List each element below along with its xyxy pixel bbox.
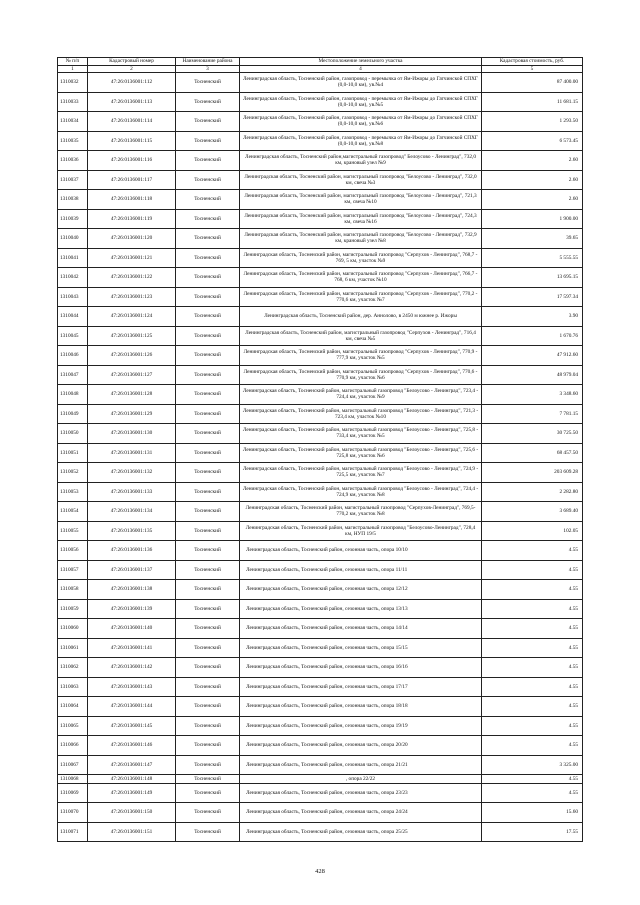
row-number: 1310044 (58, 307, 88, 327)
cadastral-number: 47:26:0136001:121 (88, 248, 176, 268)
page-number: 428 (315, 868, 325, 875)
table-row (58, 248, 583, 268)
cadastral-number: 47:26:0136001:135 (88, 521, 176, 541)
cadastral-number: 47:26:0136001:118 (88, 190, 176, 210)
district-name: Тосненский (176, 638, 240, 658)
district-name: Тосненский (176, 541, 240, 561)
cadastral-value: 4.55 (482, 599, 583, 619)
district-name: Тосненский (176, 697, 240, 717)
district-name: Тосненский (176, 521, 240, 541)
cadastral-value: 1 900.00 (482, 209, 583, 229)
location: Ленинградская область, Тосненский район, сезонная часть, опора 16/16 (240, 658, 482, 678)
table-row (58, 658, 583, 678)
cadastral-number: 47:26:0136001:134 (88, 502, 176, 522)
cadastral-number: 47:26:0136001:130 (88, 424, 176, 444)
cadastral-value: 4.55 (482, 677, 583, 697)
row-number: 1310058 (58, 580, 88, 600)
table-row (58, 560, 583, 580)
row-number: 1310036 (58, 151, 88, 171)
row-number: 1310055 (58, 521, 88, 541)
table-row (58, 775, 583, 784)
table-row (58, 716, 583, 736)
row-number: 1310060 (58, 619, 88, 639)
cadastral-number: 47:26:0136001:146 (88, 736, 176, 756)
row-number: 1310064 (58, 697, 88, 717)
cadastral-value: 4.55 (482, 638, 583, 658)
district-name: Тосненский (176, 482, 240, 502)
header-number: № п/п (58, 58, 88, 66)
row-number: 1310061 (58, 638, 88, 658)
cadastral-number: 47:26:0136001:144 (88, 697, 176, 717)
row-number: 1310049 (58, 404, 88, 424)
row-number: 1310045 (58, 326, 88, 346)
district-name: Тосненский (176, 248, 240, 268)
row-number: 1310071 (58, 822, 88, 842)
cadastral-number: 47:26:0136001:149 (88, 783, 176, 803)
table-row (58, 502, 583, 522)
cadastral-value: 3 325.00 (482, 755, 583, 775)
table-row (58, 365, 583, 385)
location: Ленинградская область, Тосненский район, сезонная часть, опора 21/21 (240, 755, 482, 775)
cadastral-table (57, 57, 583, 842)
cadastral-number: 47:26:0136001:137 (88, 560, 176, 580)
header-value: Кадастровая стоимость, руб. (482, 58, 583, 66)
location: Ленинградская область, Тосненский район, сезонная часть, опора 20/20 (240, 736, 482, 756)
district-name: Тосненский (176, 783, 240, 803)
cadastral-number: 47:26:0136001:147 (88, 755, 176, 775)
cadastral-value: 4.55 (482, 658, 583, 678)
column-index: 2 (88, 66, 176, 73)
column-index: 5 (482, 66, 583, 73)
cadastral-number: 47:26:0136001:113 (88, 92, 176, 112)
cadastral-value: 30 725.50 (482, 424, 583, 444)
table-row (58, 783, 583, 803)
table-row (58, 151, 583, 171)
district-name: Тосненский (176, 803, 240, 823)
district-name: Тосненский (176, 716, 240, 736)
location: Ленинградская область, Тосненский район, сезонная часть, опора 25/25 (240, 822, 482, 842)
location: Ленинградская область, Тосненский район, магистральный газопровод "Белоусово-Ленинград", 728,4 км, НУП 19/5 (240, 521, 482, 541)
location: Ленинградская область, Тосненский район, магистральный газопровод "Серпухов - Ленинград", 770,9 - 777,9 км, участок №5 (240, 346, 482, 366)
district-name: Тосненский (176, 463, 240, 483)
district-name: Тосненский (176, 619, 240, 639)
district-name: Тосненский (176, 677, 240, 697)
cadastral-number: 47:26:0136001:145 (88, 716, 176, 736)
district-name: Тосненский (176, 822, 240, 842)
location: Ленинградская область, Тосненский район, газопровод - перемычка от Ям-Ижоры до Гатчинской СПХГ (0,0-10,0 км), ув.№5 (240, 92, 482, 112)
district-name: Тосненский (176, 365, 240, 385)
location: Ленинградская область, Тосненский район, магистральный газопровод "Белоусово - Ленинград", 732,9 км, крановый узел №8 (240, 229, 482, 249)
cadastral-value: 7 781.15 (482, 404, 583, 424)
cadastral-number: 47:26:0136001:128 (88, 385, 176, 405)
cadastral-number: 47:26:0136001:138 (88, 580, 176, 600)
cadastral-number: 47:26:0136001:148 (88, 775, 176, 784)
district-name: Тосненский (176, 755, 240, 775)
cadastral-value: 2.60 (482, 190, 583, 210)
district-name: Тосненский (176, 229, 240, 249)
location: Ленинградская область, Тосненский район, сезонная часть, опора 19/19 (240, 716, 482, 736)
location: Ленинградская область, Тосненский район, сезонная часть, опора 17/17 (240, 677, 482, 697)
cadastral-value: 1 670.76 (482, 326, 583, 346)
table-row (58, 268, 583, 288)
location: Ленинградская область, Тосненский район, магистральный газопровод "Серпухов - Ленинград", 716,4 км, свеча №5 (240, 326, 482, 346)
header-district: Наименование района (176, 58, 240, 66)
row-number: 1310065 (58, 716, 88, 736)
header-location: Местоположение земельного участка (240, 58, 482, 66)
cadastral-value: 4.55 (482, 619, 583, 639)
table-row (58, 482, 583, 502)
table-row (58, 822, 583, 842)
row-number: 1310057 (58, 560, 88, 580)
table-row (58, 541, 583, 561)
cadastral-value: 4.55 (482, 697, 583, 717)
cadastral-number: 47:26:0136001:126 (88, 346, 176, 366)
cadastral-value: 68 457.50 (482, 443, 583, 463)
cadastral-value: 87 400.00 (482, 73, 583, 93)
table-row (58, 209, 583, 229)
cadastral-number: 47:26:0136001:120 (88, 229, 176, 249)
row-number: 1310069 (58, 783, 88, 803)
cadastral-value: 3 689.40 (482, 502, 583, 522)
location: Ленинградская область, Тосненский район, магистральный газопровод "Белоусово - Ленинград", 721,3 - 723,4 км, участок №10 (240, 404, 482, 424)
row-number: 1310067 (58, 755, 88, 775)
row-number: 1310043 (58, 287, 88, 307)
location: Ленинградская область, Тосненский район, магистральный газопровод "Белоусово - Ленинград", 725,8 - 733,4 км, участок №5 (240, 424, 482, 444)
cadastral-value: 13 695.15 (482, 268, 583, 288)
table-row (58, 385, 583, 405)
table-row (58, 170, 583, 190)
cadastral-number: 47:26:0136001:129 (88, 404, 176, 424)
table-row (58, 229, 583, 249)
district-name: Тосненский (176, 287, 240, 307)
row-number: 1310059 (58, 599, 88, 619)
district-name: Тосненский (176, 346, 240, 366)
cadastral-number: 47:26:0136001:122 (88, 268, 176, 288)
table-row (58, 638, 583, 658)
location: Ленинградская область, Тосненский район, магистральный газопровод "Серпухов - Ленинград", 766,7 - 768, 6 км, участок №10 (240, 268, 482, 288)
row-number: 1310068 (58, 775, 88, 784)
cadastral-number: 47:26:0136001:115 (88, 131, 176, 151)
district-name: Тосненский (176, 326, 240, 346)
table-body (58, 73, 583, 842)
district-name: Тосненский (176, 92, 240, 112)
cadastral-value: 4.55 (482, 775, 583, 784)
table-row (58, 803, 583, 823)
table-row (58, 92, 583, 112)
location: Ленинградская область, Тосненский район,магистральный газопровод" Белоусово - Ленинград", 732,0 км, крановый узел №9 (240, 151, 482, 171)
row-number: 1310040 (58, 229, 88, 249)
location: Ленинградская область, Тосненский район, сезонная часть, опора 10/10 (240, 541, 482, 561)
location: Ленинградская область, Тосненский район, сезонная часть, опора 23/23 (240, 783, 482, 803)
cadastral-value: 3.90 (482, 307, 583, 327)
district-name: Тосненский (176, 443, 240, 463)
district-name: Тосненский (176, 151, 240, 171)
column-index: 4 (240, 66, 482, 73)
row-number: 1310066 (58, 736, 88, 756)
district-name: Тосненский (176, 112, 240, 132)
location: Ленинградская область, Тосненский район, сезонная часть, опора 12/12 (240, 580, 482, 600)
table-row (58, 580, 583, 600)
district-name: Тосненский (176, 502, 240, 522)
cadastral-value: 102.05 (482, 521, 583, 541)
cadastral-number: 47:26:0136001:132 (88, 463, 176, 483)
row-number: 1310051 (58, 443, 88, 463)
location: , опора 22/22 (240, 775, 482, 784)
district-name: Тосненский (176, 404, 240, 424)
district-name: Тосненский (176, 560, 240, 580)
location: Ленинградская область, Тосненский район, магистральный газопровод "Белоусово - Ленинград", 724,9 - 725,5 км, участок №7 (240, 463, 482, 483)
location: Ленинградская область, Тосненский район, магистральный газопровод "Белоусово - Ленинград", 724,3 км, свеча №16 (240, 209, 482, 229)
table-row (58, 73, 583, 93)
table-row (58, 463, 583, 483)
cadastral-value: 17.55 (482, 822, 583, 842)
cadastral-number: 47:26:0136001:117 (88, 170, 176, 190)
column-index: 1 (58, 66, 88, 73)
row-number: 1310056 (58, 541, 88, 561)
row-number: 1310039 (58, 209, 88, 229)
location: Ленинградская область, Тосненский район, сезонная часть, опора 13/13 (240, 599, 482, 619)
location: Ленинградская область, Тосненский район, дер. Аннолово, в 2450 м южнее р. Ижоры (240, 307, 482, 327)
location: Ленинградская область, Тосненский район, сезонная часть, опора 24/24 (240, 803, 482, 823)
location: Ленинградская область, Тосненский район, магистральный газопровод "Белоусово - Ленинград", 721,3 км, свеча №10 (240, 190, 482, 210)
location: Ленинградская область, Тосненский район, газопровод - перемычка от Ям-Ижоры до Гатчинской СПХГ (0,0-10,0 км), ув.№4 (240, 73, 482, 93)
cadastral-number: 47:26:0136001:141 (88, 638, 176, 658)
cadastral-value: 4.55 (482, 716, 583, 736)
cadastral-value: 4.55 (482, 580, 583, 600)
row-number: 1310054 (58, 502, 88, 522)
cadastral-value: 203 609.28 (482, 463, 583, 483)
location: Ленинградская область, Тосненский район, магистральный газопровод "Серпухов-Ленинград", 769,5-770,2 км, участок №8 (240, 502, 482, 522)
table-row (58, 599, 583, 619)
cadastral-number: 47:26:0136001:139 (88, 599, 176, 619)
table-row (58, 736, 583, 756)
cadastral-number: 47:26:0136001:127 (88, 365, 176, 385)
cadastral-value: 17 597.34 (482, 287, 583, 307)
location: Ленинградская область, Тосненский район, газопровод - перемычка от Ям-Ижоры до Гатчинской СПХГ (0,0-10,0 км), ув.№6 (240, 112, 482, 132)
cadastral-value: 4.55 (482, 560, 583, 580)
district-name: Тосненский (176, 385, 240, 405)
cadastral-number: 47:26:0136001:150 (88, 803, 176, 823)
row-number: 1310050 (58, 424, 88, 444)
cadastral-value: 2.60 (482, 170, 583, 190)
district-name: Тосненский (176, 209, 240, 229)
cadastral-value: 4.55 (482, 736, 583, 756)
cadastral-value: 3 348.60 (482, 385, 583, 405)
cadastral-value: 1 293.50 (482, 112, 583, 132)
row-number: 1310048 (58, 385, 88, 405)
district-name: Тосненский (176, 658, 240, 678)
cadastral-number: 47:26:0136001:140 (88, 619, 176, 639)
table-row (58, 443, 583, 463)
cadastral-value: 2 282.80 (482, 482, 583, 502)
cadastral-number: 47:26:0136001:119 (88, 209, 176, 229)
column-index: 3 (176, 66, 240, 73)
row-number: 1310037 (58, 170, 88, 190)
table-header-row (58, 58, 583, 66)
table-row (58, 677, 583, 697)
header-cadastral-number: Кадастровый номер (88, 58, 176, 66)
cadastral-number: 47:26:0136001:131 (88, 443, 176, 463)
district-name: Тосненский (176, 775, 240, 784)
row-number: 1310032 (58, 73, 88, 93)
row-number: 1310063 (58, 677, 88, 697)
location: Ленинградская область, Тосненский район, газопровод - перемычка от Ям-Ижоры до Гатчинской СПХГ (0,0-10,0 км), ув.№8 (240, 131, 482, 151)
cadastral-value: 11 681.15 (482, 92, 583, 112)
location: Ленинградская область, Тосненский район, сезонная часть, опора 14/14 (240, 619, 482, 639)
document-page (57, 57, 582, 842)
row-number: 1310070 (58, 803, 88, 823)
row-number: 1310038 (58, 190, 88, 210)
table-row (58, 521, 583, 541)
row-number: 1310046 (58, 346, 88, 366)
location: Ленинградская область, Тосненский район, магистральный газопровод "Серпухов - Ленинград", 770,2 - 770,6 км, участок №7 (240, 287, 482, 307)
table-row (58, 619, 583, 639)
district-name: Тосненский (176, 736, 240, 756)
cadastral-value: 15.60 (482, 803, 583, 823)
table-row (58, 307, 583, 327)
cadastral-number: 47:26:0136001:136 (88, 541, 176, 561)
location: Ленинградская область, Тосненский район, сезонная часть, опора 15/15 (240, 638, 482, 658)
location: Ленинградская область, Тосненский район, магистральный газопровод "Белоусово - Ленинград", 732,0 км, свеча №3 (240, 170, 482, 190)
table-row (58, 424, 583, 444)
table-row (58, 404, 583, 424)
location: Ленинградская область, Тосненский район, магистральный газопровод "Белоусово - Ленинград", 725,6 - 725,8 км, участок №6 (240, 443, 482, 463)
table-row (58, 346, 583, 366)
cadastral-value: 48 979.04 (482, 365, 583, 385)
location: Ленинградская область, Тосненский район, магистральный газопровод "Серпухов - Ленинград", 768,7 - 769, 5 км, участок №9 (240, 248, 482, 268)
district-name: Тосненский (176, 599, 240, 619)
district-name: Тосненский (176, 73, 240, 93)
district-name: Тосненский (176, 424, 240, 444)
cadastral-value: 4.55 (482, 783, 583, 803)
table-row (58, 287, 583, 307)
row-number: 1310041 (58, 248, 88, 268)
district-name: Тосненский (176, 580, 240, 600)
table-row (58, 112, 583, 132)
cadastral-value: 4.55 (482, 541, 583, 561)
cadastral-number: 47:26:0136001:114 (88, 112, 176, 132)
table-row (58, 755, 583, 775)
district-name: Тосненский (176, 268, 240, 288)
table-row (58, 131, 583, 151)
cadastral-number: 47:26:0136001:143 (88, 677, 176, 697)
row-number: 1310035 (58, 131, 88, 151)
cadastral-value: 39.65 (482, 229, 583, 249)
row-number: 1310047 (58, 365, 88, 385)
district-name: Тосненский (176, 131, 240, 151)
cadastral-number: 47:26:0136001:123 (88, 287, 176, 307)
row-number: 1310033 (58, 92, 88, 112)
row-number: 1310052 (58, 463, 88, 483)
row-number: 1310042 (58, 268, 88, 288)
cadastral-value: 6 573.45 (482, 131, 583, 151)
location: Ленинградская область, Тосненский район, магистральный газопровод "Белоусово - Ленинград", 723,4 - 724,4 км, участок №9 (240, 385, 482, 405)
cadastral-number: 47:26:0136001:124 (88, 307, 176, 327)
location: Ленинградская область, Тосненский район, сезонная часть, опора 11/11 (240, 560, 482, 580)
district-name: Тосненский (176, 190, 240, 210)
row-number: 1310062 (58, 658, 88, 678)
cadastral-number: 47:26:0136001:116 (88, 151, 176, 171)
district-name: Тосненский (176, 170, 240, 190)
cadastral-number: 47:26:0136001:112 (88, 73, 176, 93)
cadastral-number: 47:26:0136001:125 (88, 326, 176, 346)
location: Ленинградская область, Тосненский район, магистральный газопровод "Серпухов - Ленинград", 770,6 - 770,9 км, участок №6 (240, 365, 482, 385)
row-number: 1310053 (58, 482, 88, 502)
location: Ленинградская область, Тосненский район, магистральный газопровод "Белоусово - Ленинград", 724,4 - 724,9 км, участок №8 (240, 482, 482, 502)
cadastral-value: 5 555.55 (482, 248, 583, 268)
location: Ленинградская область, Тосненский район, сезонная часть, опора 18/18 (240, 697, 482, 717)
row-number: 1310034 (58, 112, 88, 132)
table-column-number-row (58, 66, 583, 73)
cadastral-value: 47 912.60 (482, 346, 583, 366)
cadastral-number: 47:26:0136001:142 (88, 658, 176, 678)
table-row (58, 326, 583, 346)
table-row (58, 697, 583, 717)
cadastral-number: 47:26:0136001:133 (88, 482, 176, 502)
cadastral-number: 47:26:0136001:151 (88, 822, 176, 842)
table-row (58, 190, 583, 210)
cadastral-value: 2.60 (482, 151, 583, 171)
district-name: Тосненский (176, 307, 240, 327)
